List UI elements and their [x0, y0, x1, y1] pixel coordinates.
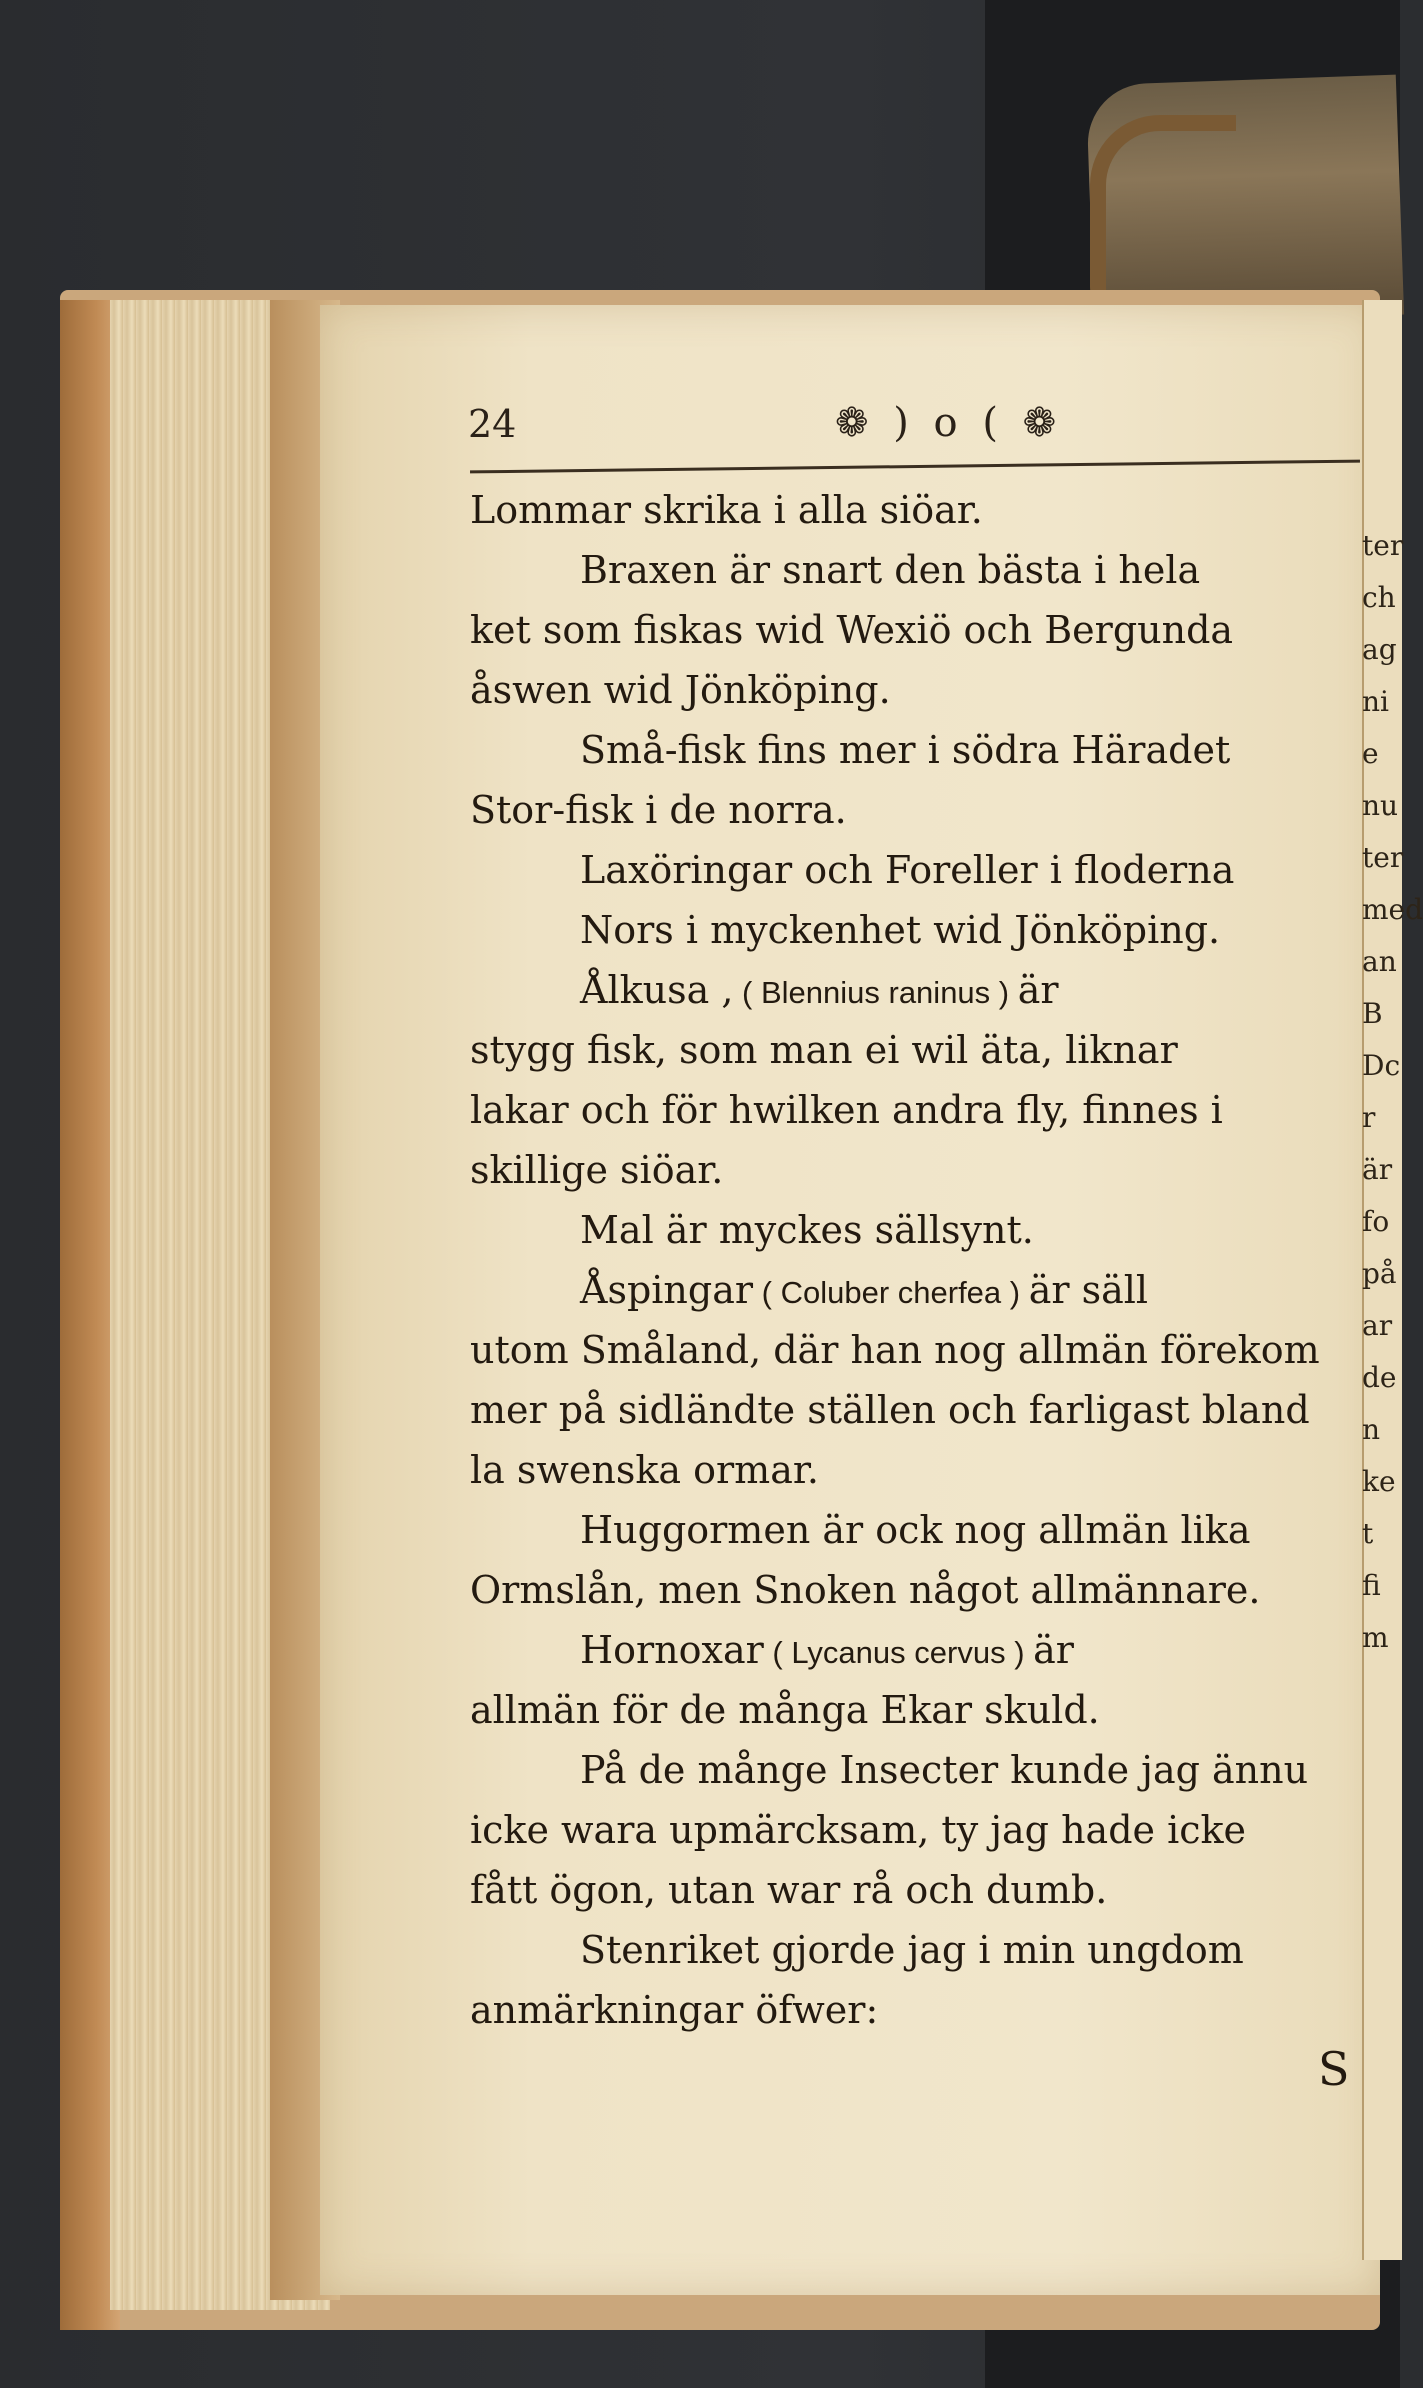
line-text: Ormslån, men Snoken något allmännare. [470, 1568, 1261, 1612]
latin-name: ( Blennius raninus ) [733, 975, 1018, 1010]
line-text: Stenriket gjorde jag i min ungdom [580, 1928, 1244, 1972]
text-line [470, 1380, 1350, 1440]
line-text: Små-fisk fins mer i södra Häradet [580, 728, 1231, 772]
page-text [470, 480, 1350, 2040]
text-line [470, 1860, 1350, 1920]
catchword: S [1318, 2042, 1350, 2096]
line-text: la swenska ormar. [470, 1448, 819, 1492]
line-text: fått ögon, utan war rå och dumb. [470, 1868, 1108, 1912]
line-text: Nors i myckenhet wid Jönköping. [580, 908, 1221, 952]
text-line [470, 1320, 1350, 1380]
facing-page-fragment: nu [1362, 789, 1399, 822]
facing-page-fragment: n [1362, 1413, 1381, 1446]
header-ornament: ❁ ) o ( ❁ [835, 400, 1063, 446]
facing-page-fragment: e [1362, 737, 1379, 770]
line-text: Hornoxar [580, 1628, 764, 1672]
page-number: 24 [468, 402, 517, 446]
facing-page-fragment: Dc [1362, 1049, 1401, 1082]
line-text: Braxen är snart den bästa i hela [580, 548, 1201, 592]
text-line [470, 660, 1350, 720]
line-text: mer på sidländte ställen och farligast bland [470, 1388, 1310, 1432]
line-text: stygg fisk, som man ei wil äta, liknar [470, 1028, 1178, 1072]
text-line [470, 600, 1350, 660]
line-text: ket som fiskas wid Wexiö och Bergunda [470, 608, 1234, 652]
text-line [470, 780, 1350, 840]
line-text: allmän för de många Ekar skuld. [470, 1688, 1100, 1732]
text-line [470, 480, 1350, 540]
text-line [470, 1920, 1350, 1980]
line-text-after: är [1017, 968, 1059, 1012]
facing-page-fragment: ch [1362, 581, 1396, 614]
text-line [470, 1440, 1350, 1500]
line-text-after: är säll [1028, 1268, 1149, 1312]
facing-page-fragment: ter [1362, 529, 1404, 562]
line-text: Huggormen är ock nog allmän lika [580, 1508, 1251, 1552]
facing-page-fragment: är [1362, 1153, 1393, 1186]
facing-page-fragment: t [1362, 1517, 1374, 1550]
facing-page-fragment: de [1362, 1361, 1397, 1394]
facing-page-fragment: med [1362, 893, 1423, 926]
facing-page-fragment: ter [1362, 841, 1404, 874]
line-text: lakar och för hwilken andra fly, finnes i [470, 1088, 1223, 1132]
text-line [470, 960, 1350, 1020]
text-line [470, 1500, 1350, 1560]
text-line [470, 1620, 1350, 1680]
facing-page-fragment: an [1362, 945, 1397, 978]
line-text: Stor-fisk i de norra. [470, 788, 847, 832]
text-line [470, 1980, 1350, 2040]
line-text-after: är [1033, 1628, 1074, 1672]
facing-page-fragment: fi [1362, 1569, 1381, 1602]
line-text: anmärkningar öfwer: [470, 1988, 879, 2032]
line-text: Lommar skrika i alla siöar. [470, 488, 983, 532]
text-line [470, 1200, 1350, 1260]
line-text: icke wara upmärcksam, ty jag hade icke [470, 1808, 1247, 1852]
text-line [470, 1020, 1350, 1080]
line-text: åswen wid Jönköping. [470, 668, 891, 712]
line-text: Mal är myckes sällsynt. [580, 1208, 1034, 1252]
text-line [470, 1740, 1350, 1800]
latin-name: ( Coluber cherfea ) [753, 1275, 1029, 1310]
text-line [470, 840, 1350, 900]
text-line [470, 1560, 1350, 1620]
text-line [470, 720, 1350, 780]
facing-page-fragment: B [1362, 997, 1383, 1030]
line-text: Ålkusa , [580, 968, 734, 1012]
text-line [470, 900, 1350, 960]
facing-page-text-fragments [1362, 520, 1423, 1664]
line-text: Åspingar [580, 1268, 754, 1312]
line-text: utom Småland, där han nog allmän förekom [470, 1328, 1320, 1372]
text-line [470, 1800, 1350, 1860]
facing-page-fragment: ar [1362, 1309, 1393, 1342]
facing-page-fragment: m [1362, 1621, 1389, 1654]
text-line [470, 540, 1350, 600]
facing-page-fragment: r [1362, 1101, 1376, 1134]
facing-page-fragment: ke [1362, 1465, 1396, 1498]
line-text: På de månge Insecter kunde jag ännu [580, 1748, 1309, 1792]
facing-page-fragment: ni [1362, 685, 1389, 718]
line-text: Laxöringar och Foreller i floderna [580, 848, 1235, 892]
facing-page-fragment: fo [1362, 1205, 1390, 1238]
text-line [470, 1680, 1350, 1740]
line-text: skillige siöar. [470, 1148, 724, 1192]
text-line [470, 1140, 1350, 1200]
facing-page-fragment: på [1362, 1257, 1397, 1290]
text-line [470, 1260, 1350, 1320]
text-line [470, 1080, 1350, 1140]
latin-name: ( Lycanus cervus ) [763, 1635, 1034, 1670]
facing-page-fragment: ag [1362, 633, 1397, 666]
